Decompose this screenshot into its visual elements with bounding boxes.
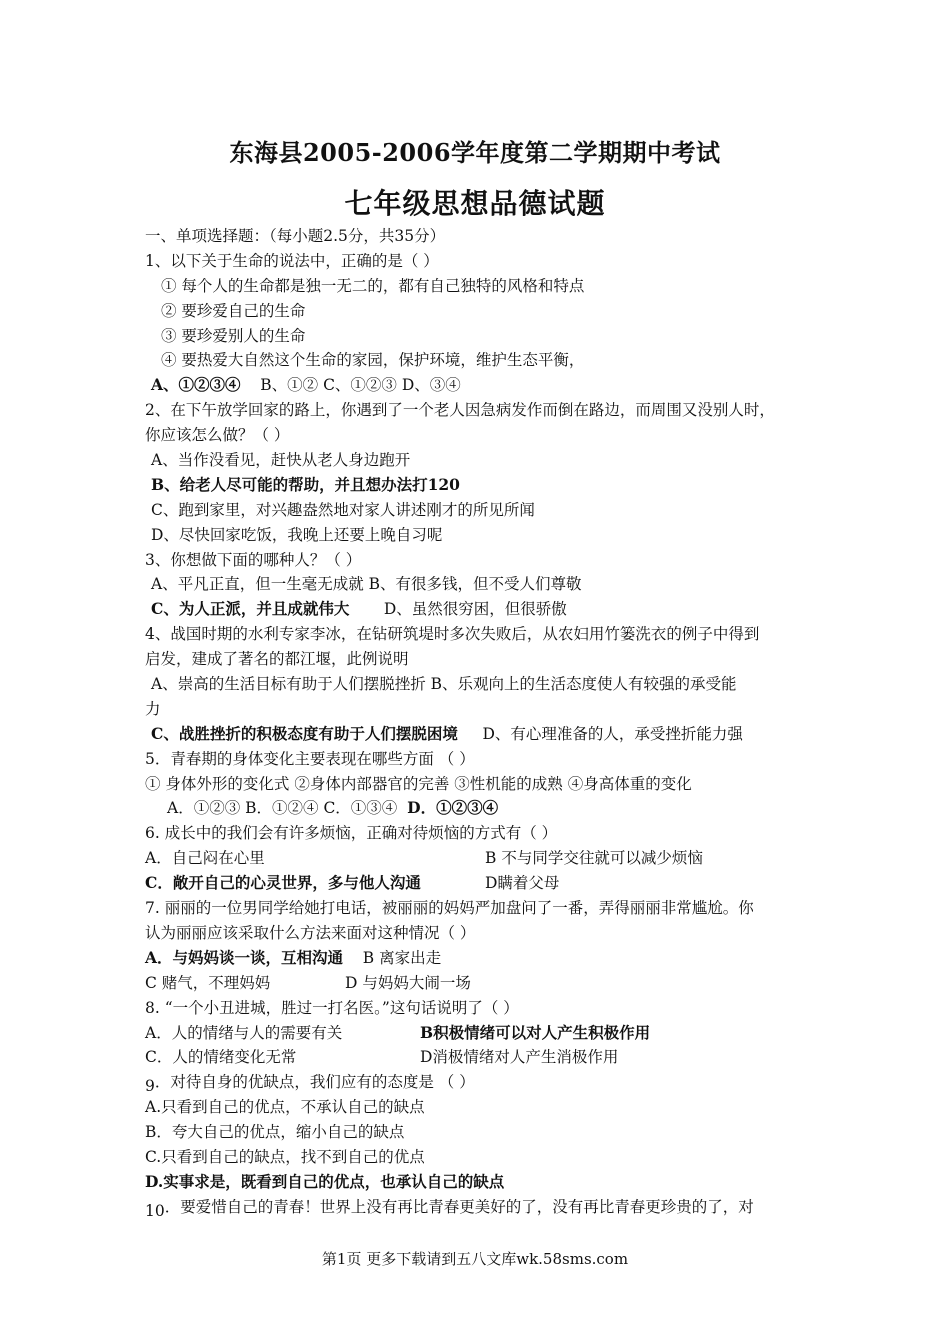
exam-title: 东海县2005-2006学年度第二学期期中考试 [229,138,721,167]
q8-option-a: A．人的情绪与人的需要有关 [145,1023,343,1042]
q8-options-cd [145,1045,825,1070]
q1-stem: 1、以下关于生命的说法中，正确的是（ ） [145,251,439,270]
q4-option-c: C、战胜挫折的积极态度有助于人们摆脱困境 [151,723,458,743]
q1-options [145,373,825,398]
q1-option-bcd: B、①② C、①②③ D、③④ [260,376,461,395]
exam-subtitle: 七年级思想品德试题 [344,187,606,220]
q6-option-c: C．敞开自己的心灵世界，多与他人沟通 [145,873,421,893]
exam-body [145,224,825,1220]
q4-stem-2: 启发，建成了著名的都江堰，此例说明 [145,650,409,669]
section-heading: 一、单项选择题：（每小题2.5分，共35分） [145,227,446,245]
q2-stem-1: 2、在下午放学回家的路上，你遇到了一个老人因急病发作而倒在路边，而周围又没别人时， [145,401,775,420]
q9-stem: ．对待自身的优缺点，我们应有的态度是 （ ） [154,1073,475,1092]
q1-statement-1: ① 每个人的生命都是独一无二的，都有自己独特的风格和特点 [161,276,585,295]
q7-options-ab [145,946,825,971]
q6-option-b: B 不与同学交往就可以减少烦恼 [485,849,703,868]
q9-option-d: D.实事求是，既看到自己的优点，也承认自己的缺点 [145,1171,505,1191]
q3-option-d: D、虽然很穷困，但很骄傲 [383,600,567,619]
q3-option-c: C、为人正派，并且成就伟大 [151,599,350,619]
q8-stem: 8. “一个小丑进城，胜过一打名医。”这句话说明了（ ） [145,998,519,1017]
q2-option-c: C、跑到家里，对兴趣盎然地对家人讲述刚才的所见所闻 [151,500,535,519]
q6-options-cd [145,871,825,896]
q4-option-ab-1: A、崇高的生活目标有助于人们摆脱挫折 B、乐观向上的生活态度使人有较强的承受能 [151,675,737,694]
q10-stem: ．要爱惜自己的青春！世界上没有再比青春更美好的了，没有再比青春更珍贵的了，对 [164,1197,754,1216]
q5-stem: 5．青春期的身体变化主要表现在哪些方面 （ ） [145,749,475,768]
q3-option-ab: A、平凡正直，但一生毫无成就 B、有很多钱，但不受人们尊敬 [151,575,582,594]
q4-stem-1: 4、战国时期的水利专家李冰，在钻研筑堤时多次失败后，从农妇用竹篓洗衣的例子中得到 [145,625,760,644]
q7-stem-1: 7. 丽丽的一位男同学给她打电话，被丽丽的妈妈严加盘问了一番，弄得丽丽非常尴尬。你 [145,899,754,918]
q8-option-d: D消极情绪对人产生消极作用 [420,1048,619,1067]
q1-statement-3: ③ 要珍爱别人的生命 [161,326,306,345]
q9-option-b: B．夸大自己的优点，缩小自己的缺点 [145,1123,405,1142]
q5-options [145,796,825,821]
q2-stem-2: 你应该怎么做？（ ） [145,426,290,445]
q1-statement-2: ② 要珍爱自己的生命 [161,301,306,320]
q2-option-b: B、给老人尽可能的帮助，并且想办法打120 [151,474,460,494]
q1-option-a: A、①②③④ [151,375,241,395]
q9-number: 9 [145,1077,155,1096]
q9-stem-line [145,1070,825,1095]
q5-option-abc: A．①②③ B．①②④ C．①③④ [167,799,398,818]
q7-option-a: A．与妈妈谈一谈，互相沟通 [145,947,344,967]
q6-option-a: A．自己闷在心里 [145,849,265,868]
q3-options-cd [145,597,825,622]
q5-items: ① 身体外形的变化式 ②身体内部器官的完善 ③性机能的成熟 ④身高体重的变化 [145,774,692,793]
q8-options-ab [145,1021,825,1046]
q6-stem: 6. 成长中的我们会有许多烦恼，正确对待烦恼的方式有（ ） [145,824,558,843]
q8-option-b: B积极情绪可以对人产生积极作用 [420,1022,651,1042]
q9-option-c: C.只看到自己的缺点，找不到自己的优点 [145,1147,425,1166]
q9-option-a: A.只看到自己的优点，不承认自己的缺点 [145,1098,425,1117]
q6-option-d: D瞒着父母 [485,874,560,893]
q7-option-c: C 赌气，不理妈妈 [145,973,271,992]
q6-options-ab [145,846,825,871]
q10-stem-line [145,1195,825,1220]
q2-option-d: D、尽快回家吃饭，我晚上还要上晚自习呢 [151,525,443,544]
q7-option-d: D 与妈妈大闹一场 [345,973,471,992]
q7-options-cd [145,971,825,996]
page-footer: 第1页 更多下载请到五八文库wk.58sms.com [321,1250,629,1268]
q3-stem: 3、你想做下面的哪种人？（ ） [145,550,362,569]
q7-stem-2: 认为丽丽应该采取什么方法来面对这种情况（ ） [145,923,476,942]
q4-option-ab-2: 力 [145,699,161,718]
q7-option-b: B 离家出走 [362,948,442,967]
q5-option-d: D．①②③④ [407,798,499,818]
q2-option-a: A、当作没看见，赶快从老人身边跑开 [151,451,411,470]
q4-options-cd [145,722,825,747]
q1-statement-4: ④ 要热爱大自然这个生命的家园，保护环境，维护生态平衡， [161,351,585,370]
q10-number: 10 [145,1201,165,1220]
q4-option-d: D、有心理准备的人，承受挫折能力强 [482,724,743,743]
q8-option-c: C．人的情绪变化无常 [145,1048,297,1067]
